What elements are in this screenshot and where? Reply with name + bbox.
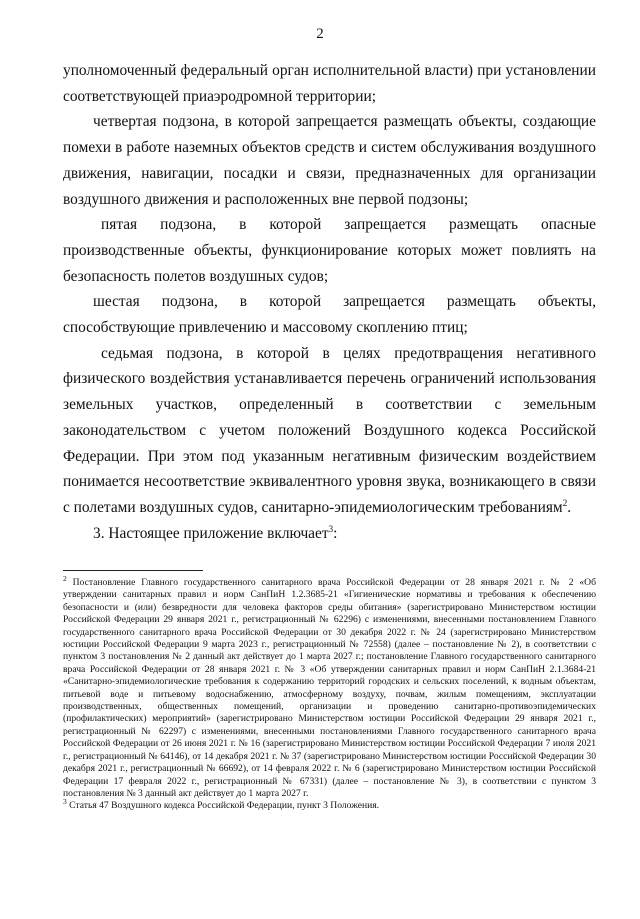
paragraph-continuation: уполномоченный федеральный орган исполнительной власти) при установлении соответствующей приаэродромной территории; bbox=[63, 62, 596, 105]
paragraph-sixth-subzone: шестая подзона, в которой запрещается размещать объекты, способствующие привлечению и массовому скоплению птиц; bbox=[63, 293, 596, 337]
paragraph-fifth-subzone: пятая подзона, в которой запрещается размещать опасные производственные объекты, функционирование которых может повлиять на безопасность полетов воздушных судов; bbox=[63, 216, 596, 285]
paragraph-seventh-subzone bbox=[63, 341, 596, 521]
paragraph-item-3-end: : bbox=[333, 524, 338, 542]
footnote-divider bbox=[63, 570, 203, 571]
footnote-3 bbox=[63, 797, 596, 812]
footnote-mark-2: 2 bbox=[63, 573, 67, 583]
footnote-ref-2[interactable]: 2 bbox=[562, 497, 568, 508]
paragraph-item-3 bbox=[63, 521, 596, 547]
footnote-ref-3[interactable]: 3 bbox=[328, 523, 334, 534]
paragraph-seventh-end: . bbox=[567, 498, 572, 516]
body-text bbox=[63, 58, 596, 546]
paragraph-seventh-text: седьмая подзона, в которой в целях предотвращения негативного физического воздействия устанавливается перечень ограничений использования земельных участков, определенный в соответствии с земельным законодательством с учетом положений Воздушного кодекса Российской Федерации. При этом под указанным негативным физическим воздействием понимается несоответствие эквивалентного уровня звука, возникающего в связи с полетами воздушных судов, санитарно-эпидемиологическим требованиям bbox=[63, 344, 596, 516]
paragraph-item-3-text: 3. Настоящее приложение включает bbox=[93, 524, 329, 542]
footnote-mark-3: 3 bbox=[63, 797, 67, 807]
paragraph-fourth-subzone: четвертая подзона, в которой запрещается размещать объекты, создающие помехи в работе наземных объектов средств и систем обслуживания воздушного движения, навигации, посадки и связи, предназначенных для организации воздушного движения и расположенных вне первой подзоны; bbox=[63, 113, 596, 208]
footnote-2-text: Постановление Главного государственного санитарного врача Российской Федерации от 28 января 2021 г. № 2 «Об утверждении санитарных правил и норм СанПиН 1.2.3685-21 «Гигиенические нормативы и требования к обеспечению безопасности и (или) безвредности для человека факторов среды обитания» (зарегистрировано Министерством юстиции Российской Федерации 29 января 2021 г., регистрационный № 62296) с изменениями, внесенными постановлением Главного государственного санитарного врача Российской Федерации от 30 декабря 2022 г. № 24 (зарегистрировано Министерством юстиции Российской Федерации 9 марта 2023 г., регистрационный № 72558) (далее – постановление № 2), в соответствии с пунктом 3 постановления № 2 данный акт действует до 1 марта 2027 г.; постановление Главного государственного санитарного врача Российской Федерации от 28 января 2021 г. № 3 «Об утверждении санитарных правил и норм СанПиН 2.1.3684-21 «Санитарно-эпидемиологические требования к содержанию территорий городских и сельских поселений, к водным объектам, питьевой воде и питьевому водоснабжению, атмосферному воздуху, почвам, жилым помещениям, эксплуатации производственных, общественных помещений, организации и проведению санитарно-противоэпидемических (профилактических) мероприятий» (зарегистрировано Министерством юстиции Российской Федерации 29 января 2021 г., регистрационный № 62297) с изменениями, внесенными постановлениями Главного государственного санитарного врача Российской Федерации от 26 июня 2021 г. № 16 (зарегистрировано Министерством юстиции Российской Федерации 7 июля 2021 г., регистрационный № 64146), от 14 декабря 2021 г. № 37 (зарегистрировано Министерством юстиции Российской Федерации 30 декабря 2021 г., регистрационный № 66692), от 14 февраля 2022 г. № 6 (зарегистрировано Министерством юстиции Российской Федерации 17 февраля 2022 г., регистрационный № 67331) (далее – постановление № 3), в соответствии с пунктом 3 постановления № 3 данный акт действует до 1 марта 2027 г. bbox=[63, 577, 596, 799]
footnote-2 bbox=[63, 573, 596, 800]
footnote-3-text: Статья 47 Воздушного кодекса Российской Федерации, пункт 3 Положения. bbox=[69, 800, 380, 812]
footnotes bbox=[63, 573, 596, 813]
page-number: 2 bbox=[316, 26, 324, 42]
